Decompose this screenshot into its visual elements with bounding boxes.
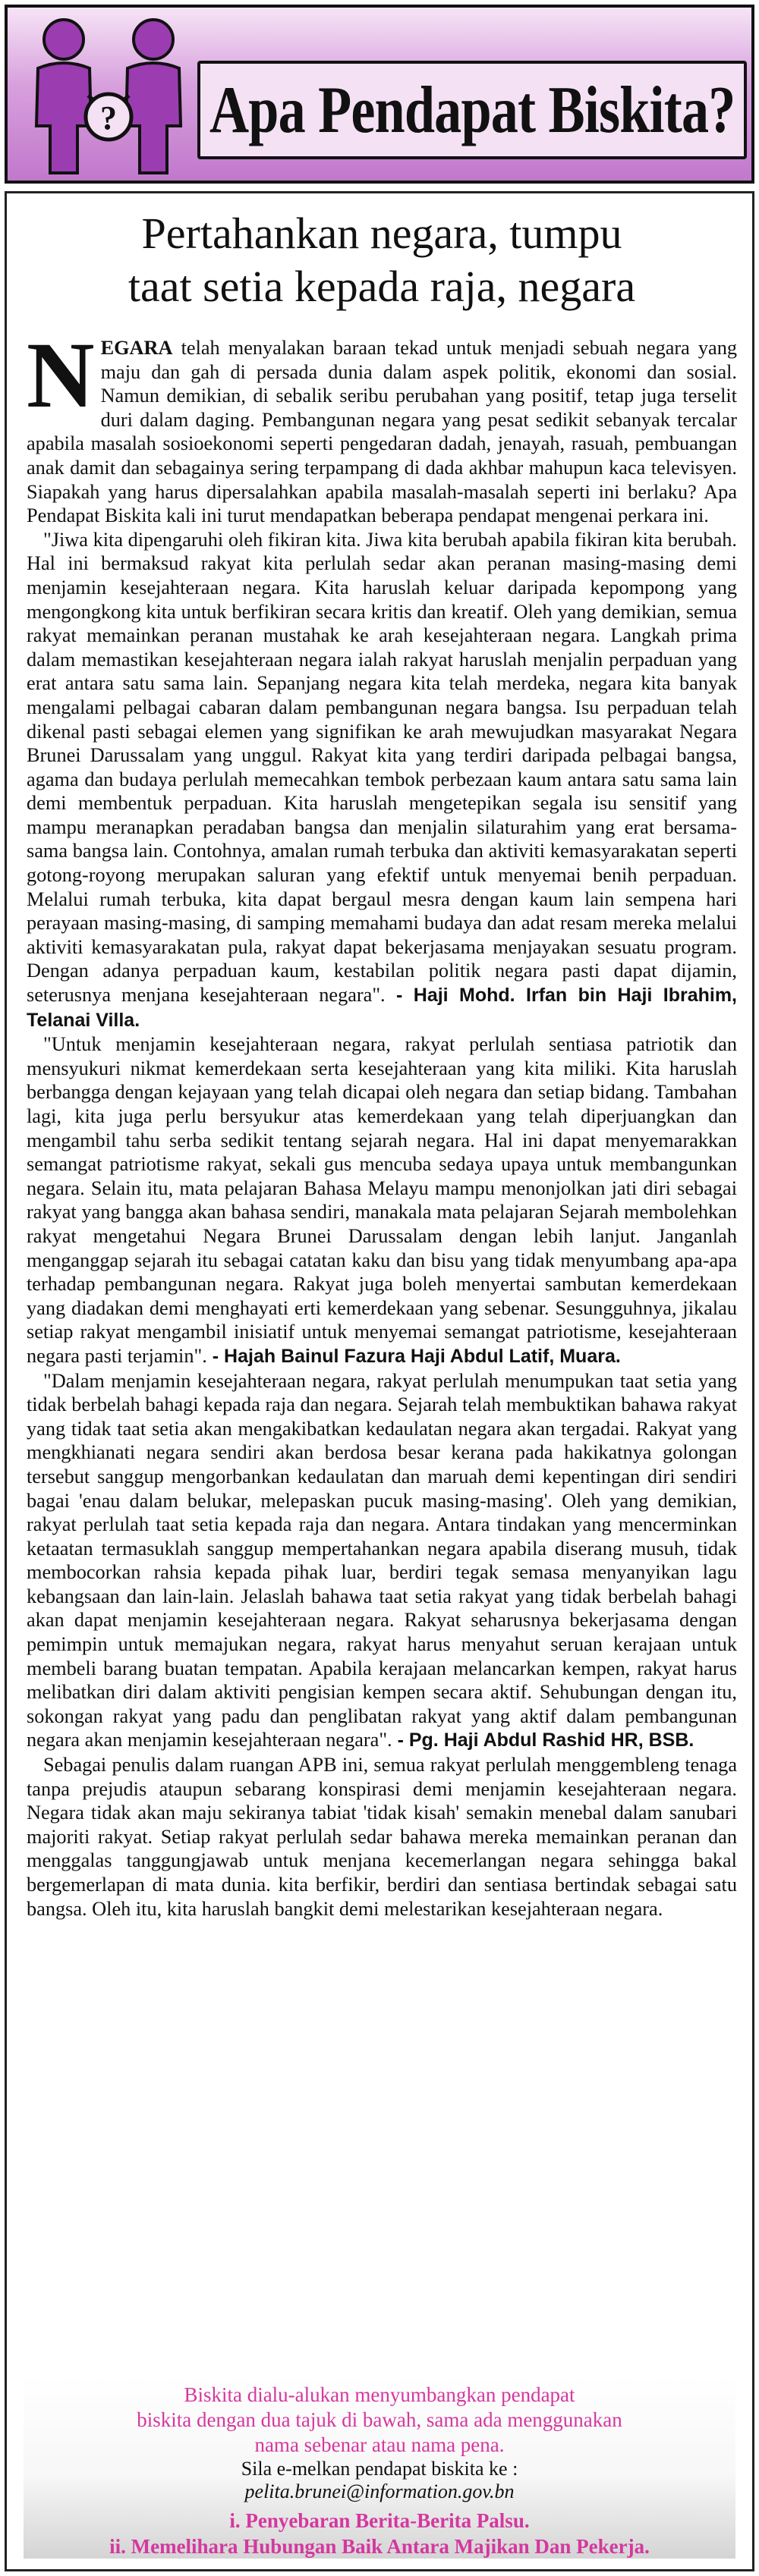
invite-line-3: nama sebenar atau nama pena. — [254, 2433, 505, 2456]
opinion-3-text: "Dalam menjamin kesejahteraan negara, rakyat perlulah menumpukan taat setia yang tidak berbelah bahagi kepada raja dan negara. Sejarah telah membuktikan bahawa rakyat yang tidak taat setia akan mengakibatkan kedaulatan negara akan tergadai. Rakyat yang mengkhianati negara sendiri akan berdosa besar kerana pada hakikatnya golongan tersebut sanggup mengorbankan kedaulatan dan maruah demi kepentingan diri sendiri bagai 'enau dalam belukar, melepaskan pucuk masing-masing'. Oleh yang demikian, rakyat perlulah taat setia kepada raja dan negara. Antara tindakan yang mencerminkan ketaatan termasuklah sanggup mempertahankan negara apabila diserang musuh, tidak membocorkan rahsia kepada pihak luar, berdiri tegak semasa menyanyikan lagu kebangsaan dan lain-lain. Jelaslah bahawa taat setia rakyat yang tidak berbelah bahagi akan dapat menjamin kesejahteraan negara. Rakyat seharusnya bekerjasama dengan pemimpin untuk memajukan negara, rakyat harus menyahut seruan kerajaan untuk membeli barang buatan tempatan. Apabila kerajaan melancarkan kempen, rakyat harus melibatkan diri dalam aktiviti pengisian kempen secara aktif. Sehubungan dengan itu, sokongan rakyat yang padu dan penglibatan rakyat yang aktif dalam pembangunan negara akan menjamin kesejahteraan negara". — [27, 1369, 737, 1751]
paragraph-opinion-1 — [27, 528, 737, 1032]
topic-1: i. Penyebaran Berita-Berita Palsu. — [229, 2509, 530, 2532]
opinion-2-signature: - Hajah Bainul Fazura Haji Abdul Latif, Muara. — [206, 1345, 621, 1367]
column-title: Apa Pendapat Biskita? — [209, 73, 735, 147]
headline-line-1: Pertahankan negara, tumpu — [141, 209, 622, 258]
article-frame — [5, 191, 754, 2571]
article-headline — [22, 207, 742, 313]
banner-title-box — [197, 61, 747, 159]
opinion-2-text: "Untuk menjamin kesejahteraan negara, rakyat perlulah sentiasa patriotik dan mensyukuri nikmat kemerdekaan serta kesejahteraan yang kita miliki. Kita haruslah berbangga dengan kejayaan yang telah dicapai oleh negara dan setiap bidang. Tambahan lagi, kita juga perlu bersyukur atas kemerdekaan yang telah diperjuangkan dan mengambil tahu serba sedikit tentang sejarah negara. Hal ini dapat menyemarakkan semangat patriotisme rakyat, sekali gus mencuba sedaya upaya untuk membangunkan negara. Selain itu, mata pelajaran Bahasa Melayu mampu menonjolkan jati diri sebagai rakyat yang bangga akan bahasa sendiri, manakala mata pelajaran Sejarah membolehkan rakyat mengetahui Negara Brunei Darussalam dengan lebih lanjut. Janganlah menganggap sejarah itu sebagai catatan kaku dan bisu yang tidak menyumbang apa-apa terhadap pembangunan negara. Rakyat juga boleh menyertai sambutan kemerdekaan yang diadakan demi menghayati erti kemerdekaan yang sebenar. Sesungguhnya, jikalau setiap rakyat mengambil inisiatif untuk menyemai semangat patriotisme, kesejahteraan negara pasti terjamin". — [27, 1033, 737, 1367]
closing-text: Sebagai penulis dalam ruangan APB ini, semua rakyat perlulah menggembleng tenaga tanpa prejudis ataupun sebarang konspirasi demi menjamin kesejahteraan negara. Negara tidak akan maju sekiranya tabiat 'tidak kisah' semakin menebal dalam sanubari majoriti rakyat. Setiap rakyat perlulah sedar bahawa mereka memainkan peranan dan menggalas tanggungjawab untuk menjana kecemerlangan negara sehingga bakal bergemerlapan di mata dunia. kita berfikir, berdiri dan sentiasa bertindak sebagai satu bangsa. Oleh itu, kita haruslah bangkit demi melestarikan kesejahteraan negara. — [27, 1754, 737, 1920]
submission-invite — [24, 2375, 735, 2458]
opinion-1-signature: - Haji Mohd. Irfan bin Haji Ibrahim, Telanai Villa. — [27, 985, 737, 1031]
paragraph-intro — [27, 323, 737, 528]
topic-2: ii. Memelihara Hubungan Baik Antara Majikan Dan Pekerja. — [109, 2535, 650, 2558]
drop-cap: N — [27, 323, 95, 427]
paragraph-intro-text: telah menyalakan baraan tekad untuk menjadi sebuah negara yang maju dan gah di persada dunia dalam aspek politik, ekonomi dan sosial. Namun demikian, di sebalik seribu perubahan yang positif, tetap juga terselit duri dalam daging. Pembangunan negara yang pesat sedikit sebanyak tercalar apabila masalah sosioekonomi seperti pengedaran dadah, jenayah, rasuah, pembuangan anak damit dan sebagainya sering terpampang di dada akhbar mahupun kaca televisyen. Siapakah yang harus dipersalahkan apabila masalah-masalah seperti ini berlaku? Apa Pendapat Biskita kali ini turut mendapatkan beberapa pendapat mengenai perkara ini. — [27, 337, 737, 527]
headline-line-2: taat setia kepada raja, negara — [128, 262, 636, 311]
lead-caps: EGARA — [100, 337, 173, 359]
opinion-3-signature: - Pg. Haji Abdul Rashid HR, BSB. — [392, 1729, 694, 1751]
submission-box — [24, 2375, 735, 2559]
paragraph-closing — [27, 1753, 737, 1921]
opinion-1-text: "Jiwa kita dipengaruhi oleh fikiran kita. Jiwa kita berubah apabila fikiran kita berubah. Hal ini bermaksud rakyat kita perlulah sedar akan peranan masing-masing demi menjamin kesejahteraan negara. Kita haruslah keluar daripada kepompong yang mengongkong kita untuk berfikiran secara kritis dan kreatif. Oleh yang demikian, semua rakyat memainkan peranan mustahak ke arah kesejahteraan negara. Langkah prima dalam memastikan kesejahteraan negara ialah rakyat haruslah menjalin perpaduan yang erat antara satu sama lain. Sepanjang negara kita telah merdeka, negara kita banyak mengalami pelbagai cabaran dalam pembangunan negara bangsa. Isu perpaduan telah dikenal pasti sebagai elemen yang signifikan ke arah mewujudkan masyarakat Negara Brunei Darussalam yang unggul. Rakyat kita yang terdiri daripada pelbagai bangsa, agama dan budaya perlulah memecahkan tembok perbezaan kaum antara satu sama lain demi membentuk perpaduan. Kita haruslah mengetepikan segala isu sensitif yang mampu meranapkan peradaban bangsa dan menjalin silaturahim yang erat bersama-sama bangsa lain. Contohnya, amalan rumah terbuka dan aktiviti kemasyarakatan seperti gotong-royong merupakan saluran yang efektif untuk menyemai benih perpaduan. Melalui rumah terbuka, kita dapat bergaul mesra dengan kaum lain sempena hari perayaan masing-masing, di samping memahami budaya dan adat resam mereka melalui aktiviti kemasyarakatan pula, rakyat dapat bekerjasama menjayakan sesuatu program. Dengan adanya perpaduan kaum, kestabilan politik negara pasti dapat dijamin, seterusnya menjana kesejahteraan negara". — [27, 528, 737, 1007]
invite-line-2: biskita dengan dua tajuk di bawah, sama ada menggunakan — [137, 2408, 622, 2431]
email-address-link[interactable]: pelita.brunei@information.gov.bn — [244, 2480, 515, 2502]
email-label: Sila e-melkan pendapat biskita ke : — [241, 2458, 518, 2480]
article-body — [27, 323, 737, 1921]
two-people-question-icon — [21, 12, 196, 179]
paragraph-opinion-2 — [27, 1032, 737, 1368]
paragraph-opinion-3 — [27, 1369, 737, 1754]
column-banner — [5, 5, 754, 184]
svg-text:?: ? — [100, 99, 117, 137]
invite-line-1: Biskita dialu-alukan menyumbangkan pendapat — [184, 2383, 575, 2406]
